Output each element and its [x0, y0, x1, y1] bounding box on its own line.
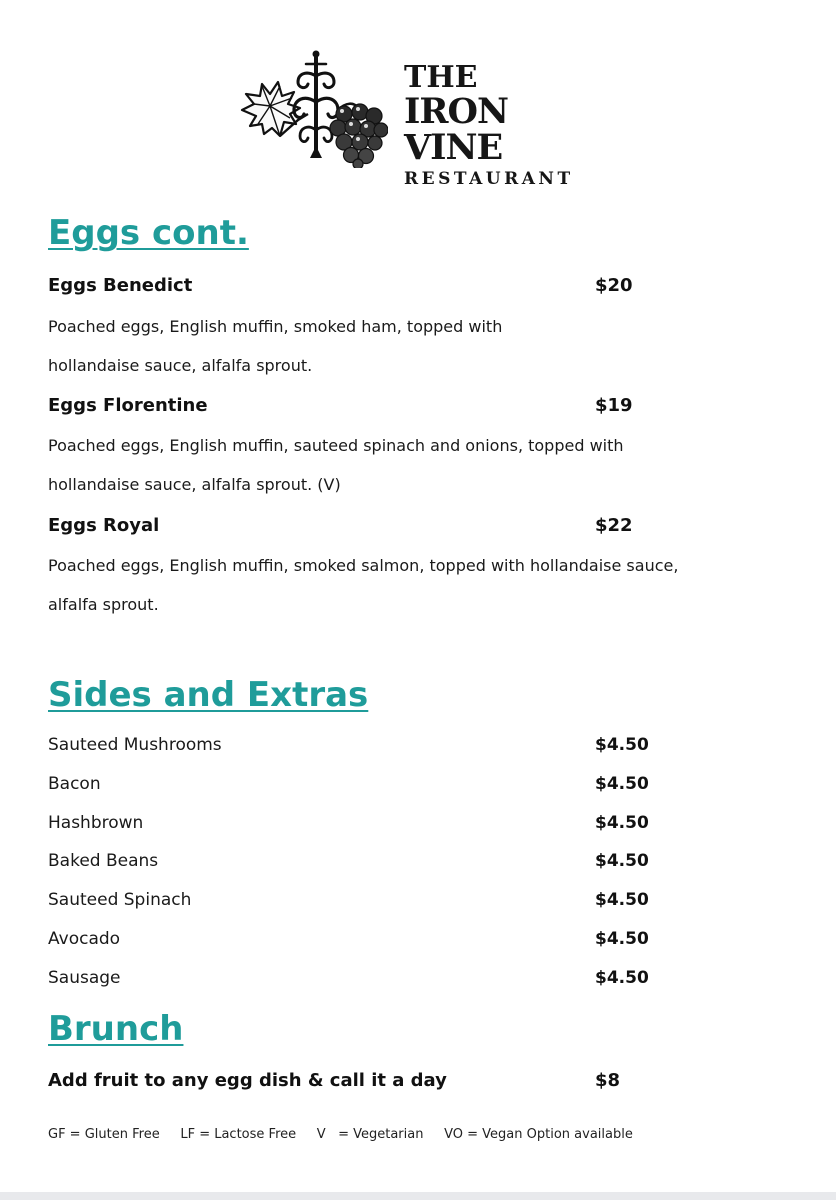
- side-item-price: $4.50: [595, 774, 649, 794]
- side-item-price: $4.50: [595, 813, 649, 833]
- section-title-brunch: Brunch: [48, 1009, 184, 1049]
- side-item-price: $4.50: [595, 890, 649, 910]
- side-item-name: Sauteed Mushrooms: [48, 735, 222, 755]
- bottom-edge: [0, 1192, 836, 1200]
- side-item-name: Baked Beans: [48, 851, 159, 871]
- menu-item-description: Poached eggs, English muffin, sauteed spinach and onions, topped with: [48, 436, 624, 455]
- menu-item-description: hollandaise sauce, alfalfa sprout. (V): [48, 475, 341, 494]
- side-item-price: $4.50: [595, 968, 649, 988]
- menu-item-description: Poached eggs, English muffin, smoked ham, topped with: [48, 317, 503, 336]
- menu-item-name: Eggs Florentine: [48, 395, 208, 416]
- section-title-sides: Sides and Extras: [48, 675, 369, 715]
- menu-item-description: hollandaise sauce, alfalfa sprout.: [48, 356, 313, 375]
- logo-wordmark: [404, 62, 616, 190]
- logo-mark: [236, 50, 388, 168]
- grape-cluster-icon: [330, 104, 388, 168]
- menu-item-price: $22: [595, 515, 633, 536]
- side-item-name: Sausage: [48, 968, 121, 988]
- logo-line-iron-vine: IRON VINE: [404, 91, 508, 168]
- logo-line-the: THE: [404, 60, 478, 95]
- side-item-price: $4.50: [595, 851, 649, 871]
- menu-item-name: Eggs Royal: [48, 515, 160, 536]
- menu-item-description: alfalfa sprout.: [48, 595, 159, 614]
- section-title-eggs: Eggs cont.: [48, 213, 249, 253]
- side-item-name: Sauteed Spinach: [48, 890, 192, 910]
- grape-leaf-icon: [242, 82, 308, 136]
- logo-line-restaurant: RESTAURANT: [404, 169, 574, 189]
- menu-item-price: $20: [595, 275, 633, 296]
- side-item-name: Hashbrown: [48, 813, 144, 833]
- side-item-name: Avocado: [48, 929, 121, 949]
- menu-item-price: $8: [595, 1070, 621, 1091]
- dietary-legend: GF = Gluten Free LF = Lactose Free V = Vegetarian VO = Vegan Option available: [48, 1127, 633, 1142]
- restaurant-logo: [236, 50, 616, 189]
- side-item-price: $4.50: [595, 735, 649, 755]
- menu-item-description: Poached eggs, English muffin, smoked salmon, topped with hollandaise sauce,: [48, 556, 679, 575]
- menu-item-name: Eggs Benedict: [48, 275, 193, 296]
- side-item-name: Bacon: [48, 774, 101, 794]
- menu-item-name: Add fruit to any egg dish & call it a day: [48, 1070, 447, 1091]
- side-item-price: $4.50: [595, 929, 649, 949]
- menu-item-price: $19: [595, 395, 633, 416]
